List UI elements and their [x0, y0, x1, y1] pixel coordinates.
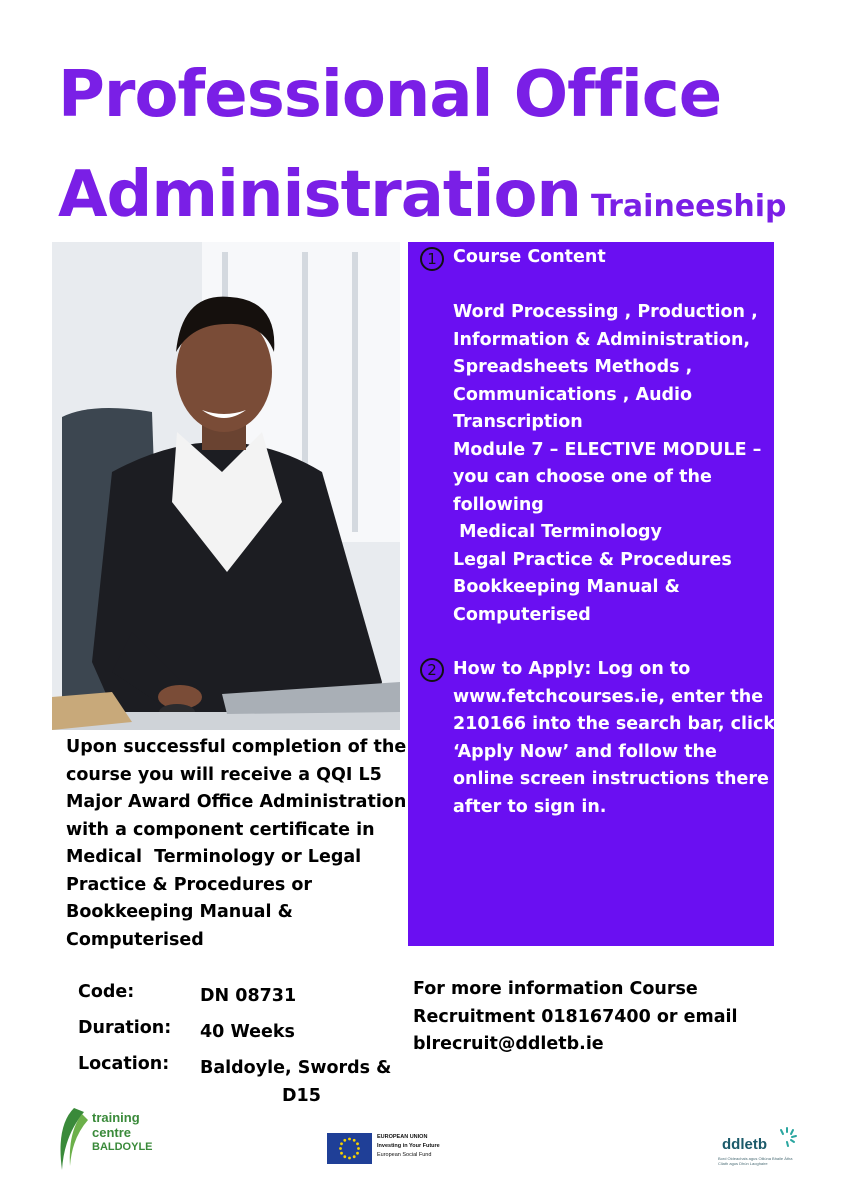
how-to-apply-line: 210166 into the search bar, click	[453, 714, 776, 734]
course-content-line: Medical Terminology	[453, 522, 662, 542]
course-content-line: Bookkeeping Manual &	[453, 577, 680, 597]
completion-text	[66, 734, 406, 954]
more-info-line: blrecruit@ddletb.ie	[413, 1034, 604, 1054]
page-title-line1: Professional Office	[58, 58, 722, 132]
ddletb-name: ddletb	[722, 1136, 767, 1153]
completion-line: with a component certificate in	[66, 819, 375, 840]
duration-value: 40 Weeks	[200, 1022, 295, 1042]
course-content-line: following	[453, 494, 544, 515]
course-content-heading: Course Content	[453, 247, 606, 267]
training-centre-text	[92, 1110, 153, 1155]
how-to-apply-line: after to sign in.	[453, 796, 607, 817]
training-centre-logo	[54, 1106, 174, 1172]
course-content-line: Spreadsheets Methods ,	[453, 357, 693, 377]
location-value	[200, 1054, 420, 1110]
eu-line2: Investing in Your Future	[377, 1143, 440, 1149]
completion-line: Upon successful completion of the	[66, 737, 407, 757]
course-content-line: you can choose one of the	[453, 467, 712, 487]
how-to-apply-section	[453, 656, 776, 821]
step-2-badge: 2	[420, 658, 444, 682]
location-value-line2: D15	[282, 1086, 321, 1106]
eu-line1: EUROPEAN UNION	[377, 1134, 428, 1140]
more-info-line: For more information Course	[413, 979, 698, 999]
page-title-main: Administration	[58, 158, 581, 232]
location-value-line1: Baldoyle, Swords &	[200, 1058, 392, 1078]
course-content-line: Transcription	[453, 412, 583, 432]
duration-label: Duration:	[78, 1018, 172, 1038]
how-to-apply-line: online screen instructions there	[453, 769, 769, 789]
training-centre-swoosh-icon	[54, 1106, 90, 1172]
course-info-box	[408, 242, 774, 946]
course-content-line: Module 7 – ELECTIVE MODULE –	[453, 439, 762, 460]
completion-line: Computerised	[66, 929, 204, 950]
tc-line2: centre	[92, 1125, 132, 1140]
how-to-apply-line: How to Apply: Log on to	[453, 659, 691, 679]
more-info-line: Recruitment 018167400 or email	[413, 1006, 738, 1027]
code-value: DN 08731	[200, 986, 297, 1006]
completion-line: Practice & Procedures or	[66, 874, 313, 895]
step-1-badge: 1	[420, 247, 444, 271]
completion-line: Medical Terminology or Legal	[66, 847, 362, 867]
course-content-line: Computerised	[453, 604, 591, 625]
eu-line3: European Social Fund	[377, 1152, 432, 1158]
completion-line: course you will receive a QQI L5	[66, 764, 382, 785]
course-content-line: Legal Practice & Procedures	[453, 549, 732, 570]
ddletb-tagline: Bord Oideachais agus Oiliúna Bhaile Átha Cliath agus Dhún Laoghaire	[718, 1156, 793, 1166]
ddletb-logo	[718, 1126, 800, 1172]
how-to-apply-line: www.fetchcourses.ie, enter the	[453, 686, 764, 707]
course-content-line: Communications , Audio	[453, 384, 693, 405]
eu-flag-icon	[327, 1133, 372, 1164]
tc-line1: training	[92, 1110, 140, 1125]
office-worker-photo	[52, 242, 400, 730]
more-info-text	[413, 976, 753, 1059]
course-content-line: Information & Administration,	[453, 329, 751, 350]
completion-line: Major Award Office Administration	[66, 792, 407, 812]
location-label: Location:	[78, 1054, 170, 1074]
completion-line: Bookkeeping Manual &	[66, 902, 293, 922]
course-content-section	[453, 244, 768, 629]
code-label: Code:	[78, 982, 135, 1002]
eu-logo	[327, 1131, 449, 1165]
how-to-apply-line: ‘Apply Now’ and follow the	[453, 741, 717, 762]
page-title-line2	[58, 158, 786, 232]
ddletb-sunburst-icon	[776, 1126, 798, 1148]
course-content-line: Word Processing , Production ,	[453, 302, 758, 322]
page-title-suffix: Traineeship	[590, 189, 787, 224]
tc-line3: BALDOYLE	[92, 1141, 153, 1153]
eu-text	[377, 1133, 440, 1160]
